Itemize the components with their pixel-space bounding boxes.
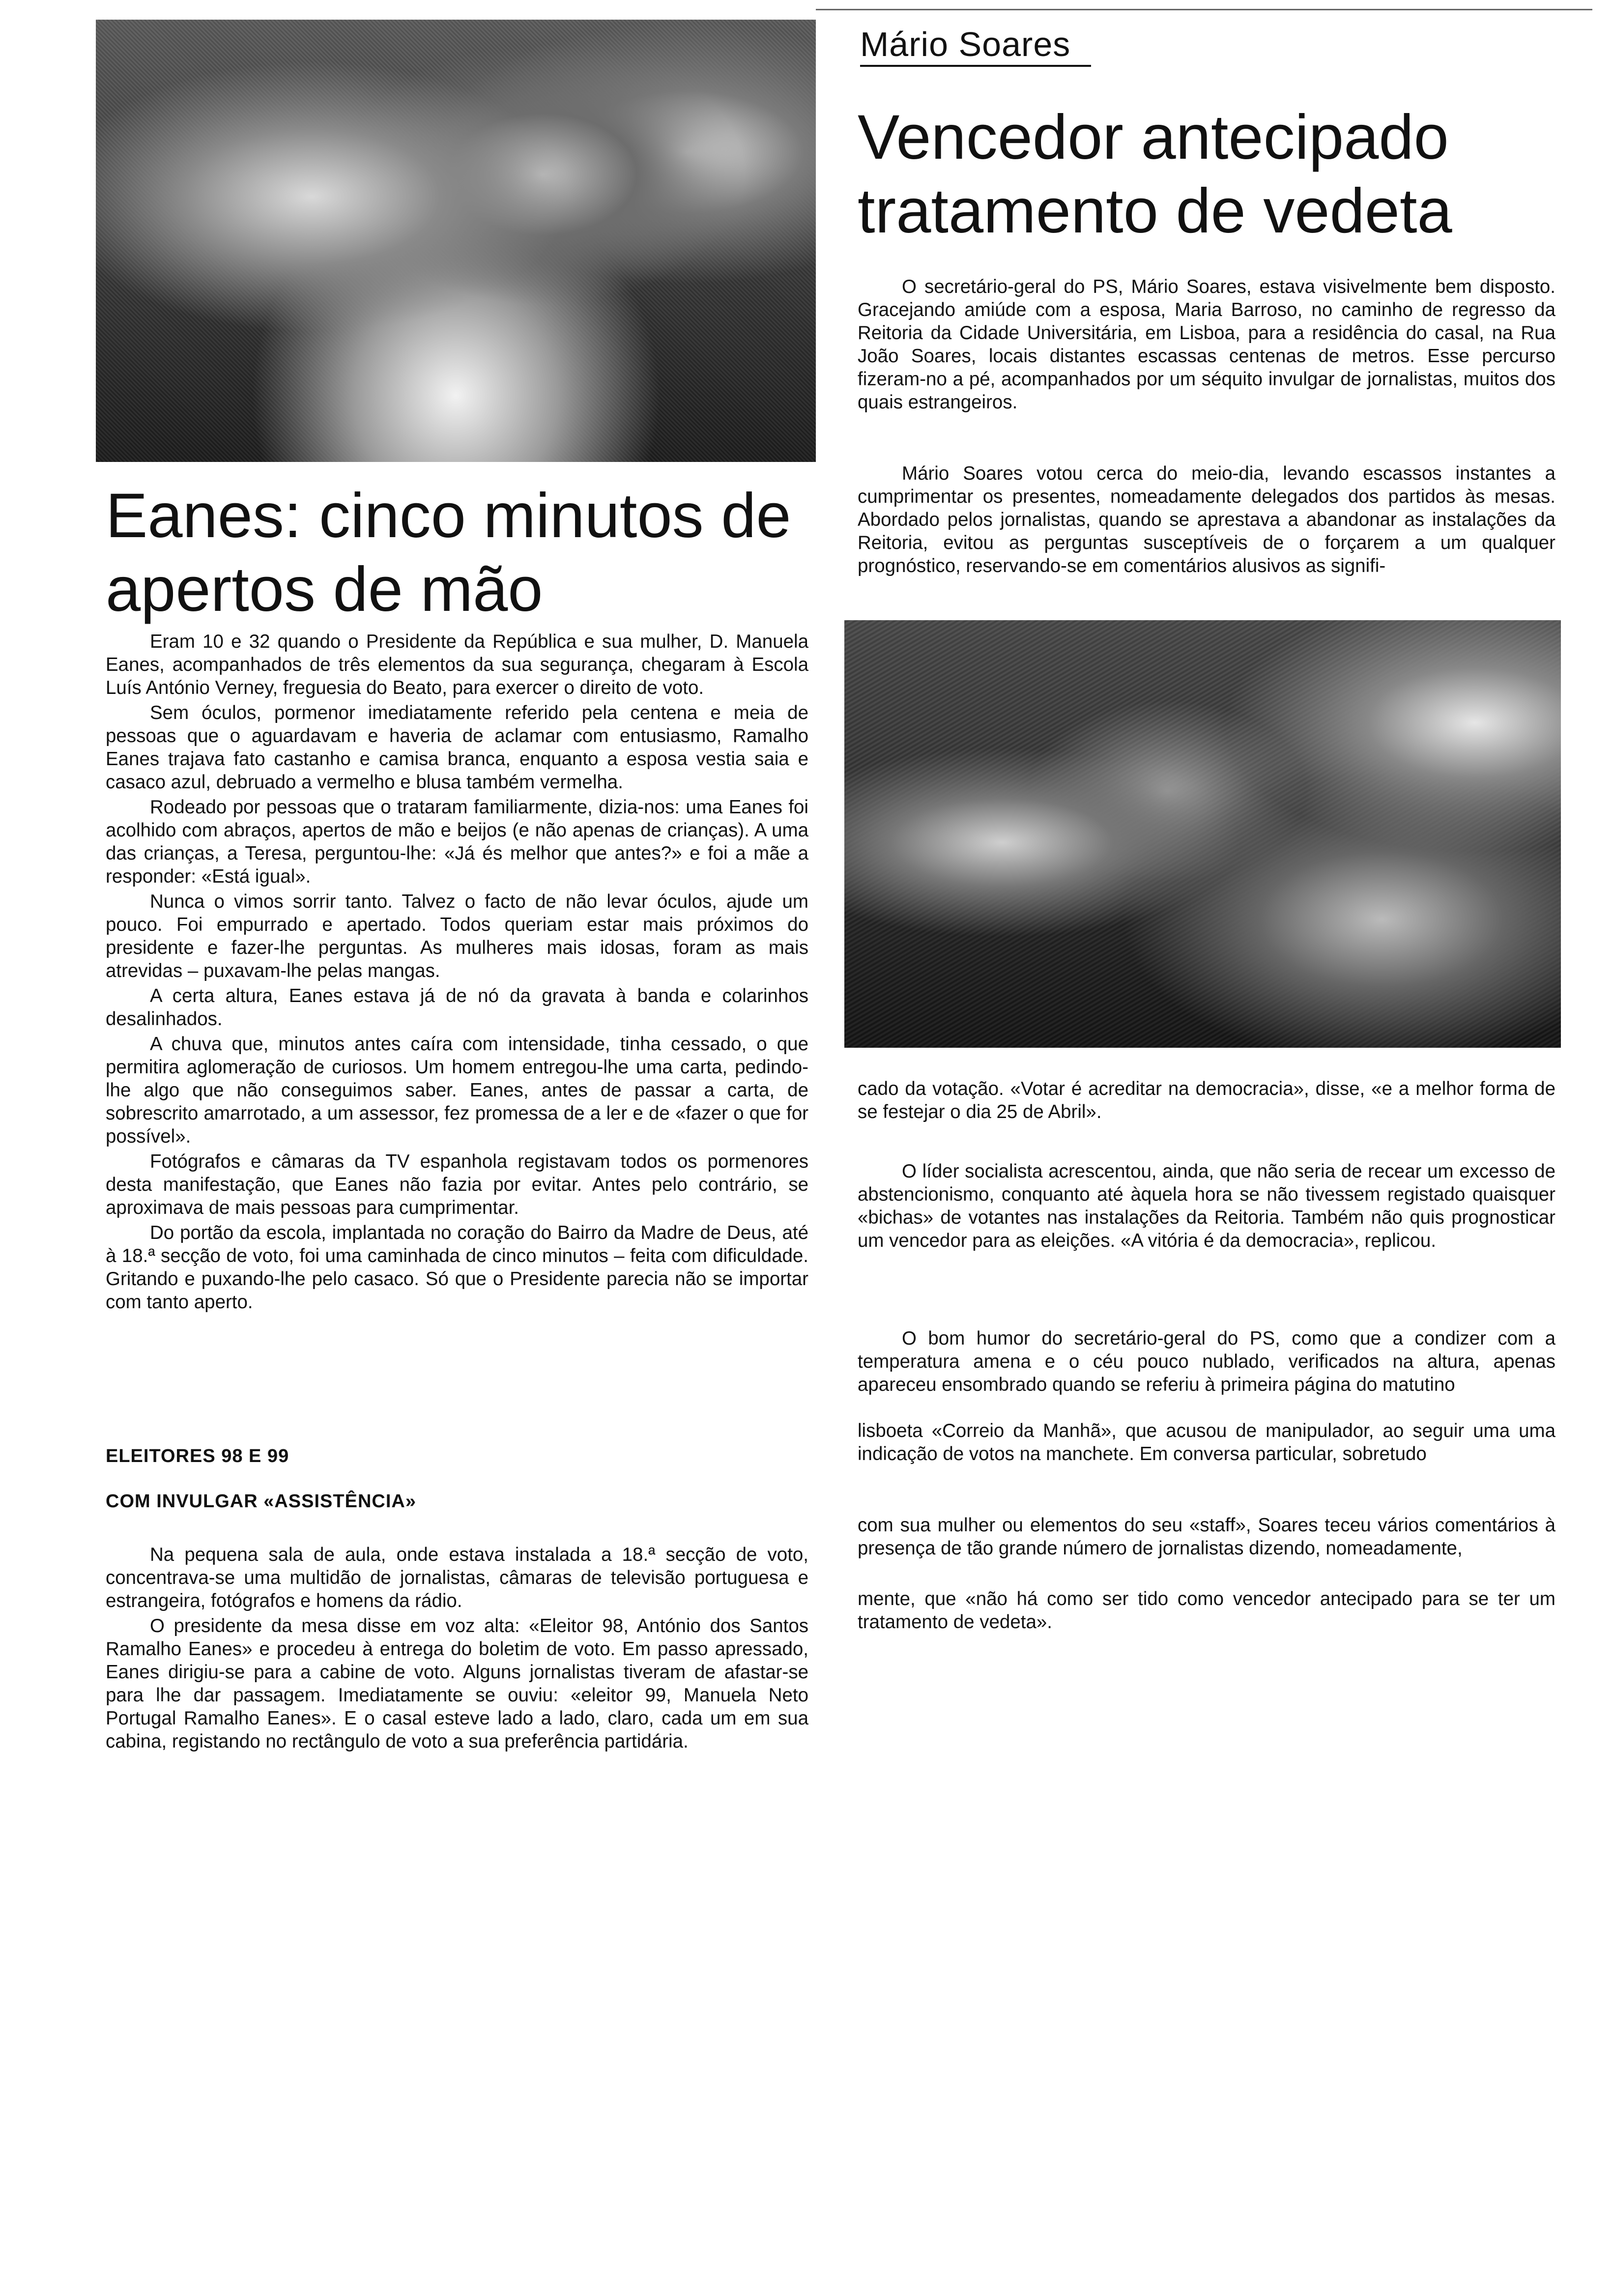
soares-body-7	[858, 1587, 1555, 1634]
soares-paragraph-2: Mário Soares votou cerca do meio-dia, levando escassos instantes a cumprimentar os presentes, nomeadamente delegados dos partidos às mesas. Abordado pelos jornalistas, quando se aprestava a abandonar as instalações da Reitoria, evitou as perguntas susceptíveis de o forçarem a um qualquer prognóstico, reservando-se em comentários alusivos as signifi-	[858, 463, 1555, 576]
soares-body-5	[858, 1419, 1555, 1465]
soares-body-4	[858, 1327, 1555, 1396]
soares-body-2	[858, 462, 1555, 577]
top-rule	[816, 9, 1592, 10]
eanes-body	[106, 630, 808, 1314]
soares-paragraph-6: com sua mulher ou elementos do seu «staff», Soares teceu vários comentários à presença de tão grande número de jornalistas dizendo, nomeadamente,	[858, 1515, 1555, 1559]
eanes-paragraph: A chuva que, minutos antes caíra com intensidade, tinha cessado, o que permitira aglomeração de curiosos. Um homem entregou-lhe uma carta, pedindo-lhe algo que não conseguimos saber. Eanes, antes de passar a carta, de sobrescrito amarrotado, a um assessor, fez promessa de a ler e de «fazer o que for possível».	[106, 1033, 808, 1147]
subhead-eleitores: ELEITORES 98 E 99	[106, 1446, 289, 1466]
eanes-paragraph: Fotógrafos e câmaras da TV espanhola registavam todos os pormenores desta manifestação, que Eanes não fazia por evitar. Antes pelo contrário, se aproximava de mais pessoas para cumprimentar.	[106, 1151, 808, 1218]
eanes-paragraph: Sem óculos, pormenor imediatamente referido pela centena e meia de pessoas que o aguardavam e haveria de aclamar com entusiasmo, Ramalho Eanes trajava fato castanho e camisa branca, enquanto a esposa vestia saia e casaco azul, debruado a vermelho e blusa também vermelha.	[106, 702, 808, 793]
eanes-headline: Eanes: cinco minutos de apertos de mão	[106, 481, 791, 625]
eanes-sub-body	[106, 1543, 808, 1753]
eanes-paragraph: Nunca o vimos sorrir tanto. Talvez o facto de não levar óculos, ajude um pouco. Foi empurrado e apertado. Todos queriam estar mais próximos do presidente e fazer-lhe perguntas. As mulheres mais idosas, foram as mais atrevidas – puxavam-lhe pelas mangas.	[106, 891, 808, 981]
kicker-underline	[860, 65, 1091, 67]
eanes-paragraph: Eram 10 e 32 quando o Presidente da República e sua mulher, D. Manuela Eanes, acompanhados de três elementos da sua segurança, chegaram à Escola Luís António Verney, freguesia do Beato, para exercer o direito de voto.	[106, 631, 808, 698]
soares-paragraph-3: O líder socialista acrescentou, ainda, que não seria de recear um excesso de abstencionismo, conquanto até àquela hora se não tivessem registado quaisquer «bichas» de votantes nas instalações da Reitoria. Também não quis prognosticar um vencedor para as eleições. «A vitória é da democracia», replicou.	[858, 1161, 1555, 1251]
soares-body-2-continued	[858, 1077, 1555, 1123]
article-kicker: Mário Soares	[860, 25, 1071, 63]
soares-paragraph-4: O bom humor do secretário-geral do PS, como que a condizer com a temperatura amena e o céu pouco nublado, verificados na altura, apenas apareceu ensombrado quando se referiu à primeira página do matutino	[858, 1328, 1555, 1395]
soares-lead	[858, 275, 1555, 414]
eanes-sub-paragraph: O presidente da mesa disse em voz alta: «Eleitor 98, António dos Santos Ramalho Eanes» e procedeu à entrega do boletim de voto. Em passo apressado, Eanes dirigiu-se para a cabine de voto. Alguns jornalistas tiveram de afastar-se para lhe dar passagem. Imediatamente se ouviu: «eleitor 99, Manuela Neto Portugal Ramalho Eanes». E o casal esteve lado a lado, claro, cada um em sua cabina, registando no rectângulo de voto a sua preferência partidária.	[106, 1615, 808, 1752]
soares-paragraph-1: O secretário-geral do PS, Mário Soares, estava visivelmente bem disposto. Gracejando amiúde com a esposa, Maria Barroso, no caminho de regresso da Reitoria da Cidade Universitária, em Lisboa, para a residência do casal, na Rua João Soares, locais distantes escassas centenas de metros. Esse percurso fizeram-no a pé, acompanhados por um séquito invulgar de jornalistas, muitos dos quais estrangeiros.	[858, 276, 1555, 413]
eanes-paragraph: Do portão da escola, implantada no coração do Bairro da Madre de Deus, até à 18.ª secção de voto, foi uma caminhada de cinco minutos – feita com dificuldade. Gritando e puxando-lhe pelo casaco. Só que o Presidente parecia não se importar com tanto aperto.	[106, 1222, 808, 1313]
soares-paragraph-5: lisboeta «Correio da Manhã», que acusou de manipulador, ao seguir uma uma indicação de votos na manchete. Em conversa particular, sobretudo	[858, 1420, 1555, 1464]
soares-headline: Vencedor antecipado tratamento de vedeta	[858, 102, 1452, 246]
photo-eanes-couple	[96, 20, 816, 462]
soares-body-6	[858, 1514, 1555, 1560]
soares-body-3	[858, 1160, 1555, 1252]
eanes-paragraph: Rodeado por pessoas que o trataram familiarmente, dizia-nos: uma Eanes foi acolhido com abraços, apertos de mão e beijos (e não apenas de crianças). A uma das crianças, a Teresa, perguntou-lhe: «Já és melhor que antes?» e foi a mãe a responder: «Está igual».	[106, 797, 808, 887]
eanes-paragraph: A certa altura, Eanes estava já de nó da gravata à banda e colarinhos desalinhados.	[106, 985, 808, 1030]
photo-mario-soares	[844, 620, 1561, 1048]
soares-paragraph-2-cont: cado da votação. «Votar é acreditar na democracia», disse, «e a melhor forma de se festejar o dia 25 de Abril».	[858, 1078, 1555, 1122]
soares-paragraph-7: mente, que «não há como ser tido como vencedor antecipado para se ter um tratamento de vedeta».	[858, 1588, 1555, 1633]
eanes-sub-paragraph: Na pequena sala de aula, onde estava instalada a 18.ª secção de voto, concentrava-se uma multidão de jornalistas, câmaras de televisão portuguesa e estrangeira, fotógrafos e homens da rádio.	[106, 1544, 808, 1611]
subhead-assistencia: COM INVULGAR «ASSISTÊNCIA»	[106, 1491, 416, 1512]
